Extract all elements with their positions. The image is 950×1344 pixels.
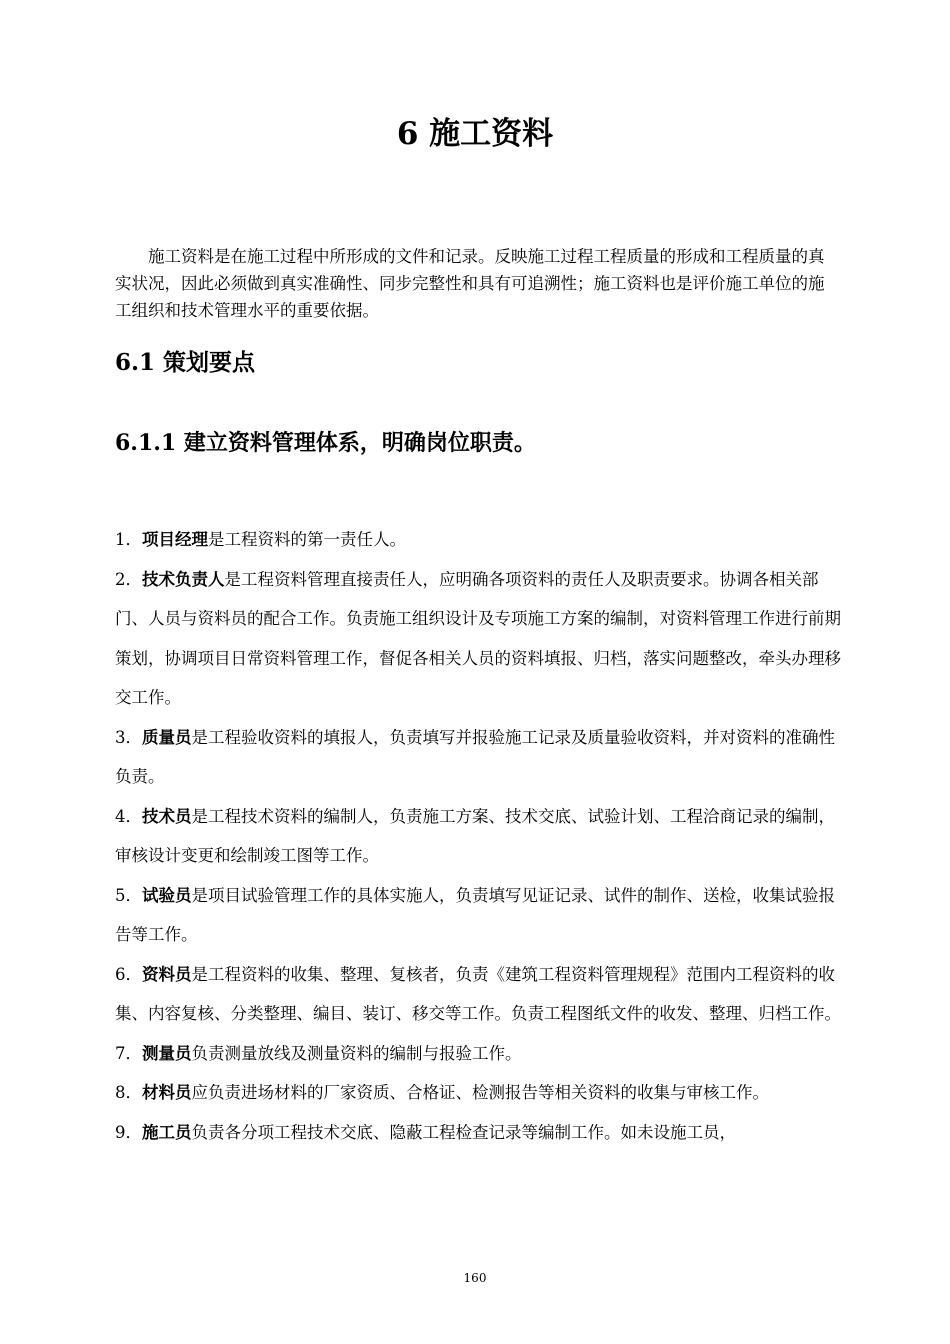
duty-item-materials-officer bbox=[115, 1073, 850, 1113]
duty-item-construction-officer bbox=[115, 1113, 850, 1153]
duty-role: 试验员 bbox=[142, 885, 192, 905]
duty-item-document-officer bbox=[115, 955, 850, 1034]
duty-number: 6． bbox=[115, 964, 142, 984]
duty-role: 项目经理 bbox=[142, 530, 208, 549]
duty-number: 1． bbox=[115, 530, 142, 549]
duty-role: 施工员 bbox=[142, 1122, 192, 1142]
duty-item-technical-lead bbox=[115, 560, 850, 718]
duty-text: 是工程资料管理直接责任人，应明确各项资料的责任人及职责要求。协调各相关部门、人员与资料员的配合工作。负责施工组织设计及专项施工方案的编制，对资料管理工作进行前期策划，协调项目日常资料管理工作，督促各相关人员的资料填报、归档，落实问题整改，牵头办理移交工作。 bbox=[115, 569, 841, 707]
duty-item-technician bbox=[115, 797, 850, 876]
duty-role: 技术负责人 bbox=[142, 569, 225, 589]
duty-item-surveyor bbox=[115, 1034, 850, 1074]
duty-number: 2． bbox=[115, 569, 142, 589]
duty-number: 8． bbox=[115, 1083, 142, 1102]
duty-number: 4． bbox=[115, 806, 142, 826]
duty-text: 是工程资料的收集、整理、复核者，负责《建筑工程资料管理规程》范围内工程资料的收集、内容复核、分类整理、编目、装订、移交等工作。负责工程图纸文件的收发、整理、归档工作。 bbox=[115, 964, 841, 1023]
intro-paragraph: 施工资料是在施工过程中所形成的文件和记录。反映施工过程工程质量的形成和工程质量的真实状况，因此必须做到真实准确性、同步完整性和具有可追溯性；施工资料也是评价施工单位的施工组织和技术管理水平的重要依据。 bbox=[115, 247, 825, 320]
chapter-title: 6 施工资料 bbox=[396, 116, 554, 152]
duty-role: 材料员 bbox=[142, 1083, 192, 1102]
duty-text: 负责各分项工程技术交底、隐蔽工程检查记录等编制工作。如未设施工员， bbox=[191, 1122, 736, 1142]
duty-item-quality-inspector bbox=[115, 718, 850, 797]
duty-number: 5． bbox=[115, 885, 142, 905]
duty-role: 测量员 bbox=[142, 1043, 192, 1063]
duty-number: 7． bbox=[115, 1043, 142, 1063]
page-number: 160 bbox=[463, 1271, 487, 1285]
duty-text: 是工程技术资料的编制人，负责施工方案、技术交底、试验计划、工程洽商记录的编制，审核设计变更和绘制竣工图等工作。 bbox=[115, 806, 835, 865]
duty-list bbox=[115, 520, 850, 1152]
duty-text: 负责测量放线及测量资料的编制与报验工作。 bbox=[191, 1043, 522, 1063]
duty-item-test-officer bbox=[115, 876, 850, 955]
duty-text: 是项目试验管理工作的具体实施人，负责填写见证记录、试件的制作、送检，收集试验报告等工作。 bbox=[115, 885, 835, 944]
duty-text: 应负责进场材料的厂家资质、合格证、检测报告等相关资料的收集与审核工作。 bbox=[191, 1083, 769, 1102]
duty-number: 9． bbox=[115, 1122, 142, 1142]
duty-role: 资料员 bbox=[142, 964, 192, 984]
section-heading: 6.1 策划要点 bbox=[115, 349, 256, 376]
duty-text: 是工程资料的第一责任人。 bbox=[208, 530, 406, 549]
subsection-heading: 6.1.1 建立资料管理体系，明确岗位职责。 bbox=[115, 430, 536, 456]
duty-number: 3． bbox=[115, 727, 142, 747]
duty-text: 是工程验收资料的填报人，负责填写并报验施工记录及质量验收资料，并对资料的准确性负责。 bbox=[115, 727, 835, 786]
duty-role: 质量员 bbox=[142, 727, 192, 747]
duty-item-project-manager bbox=[115, 520, 850, 560]
duty-role: 技术员 bbox=[142, 806, 192, 826]
